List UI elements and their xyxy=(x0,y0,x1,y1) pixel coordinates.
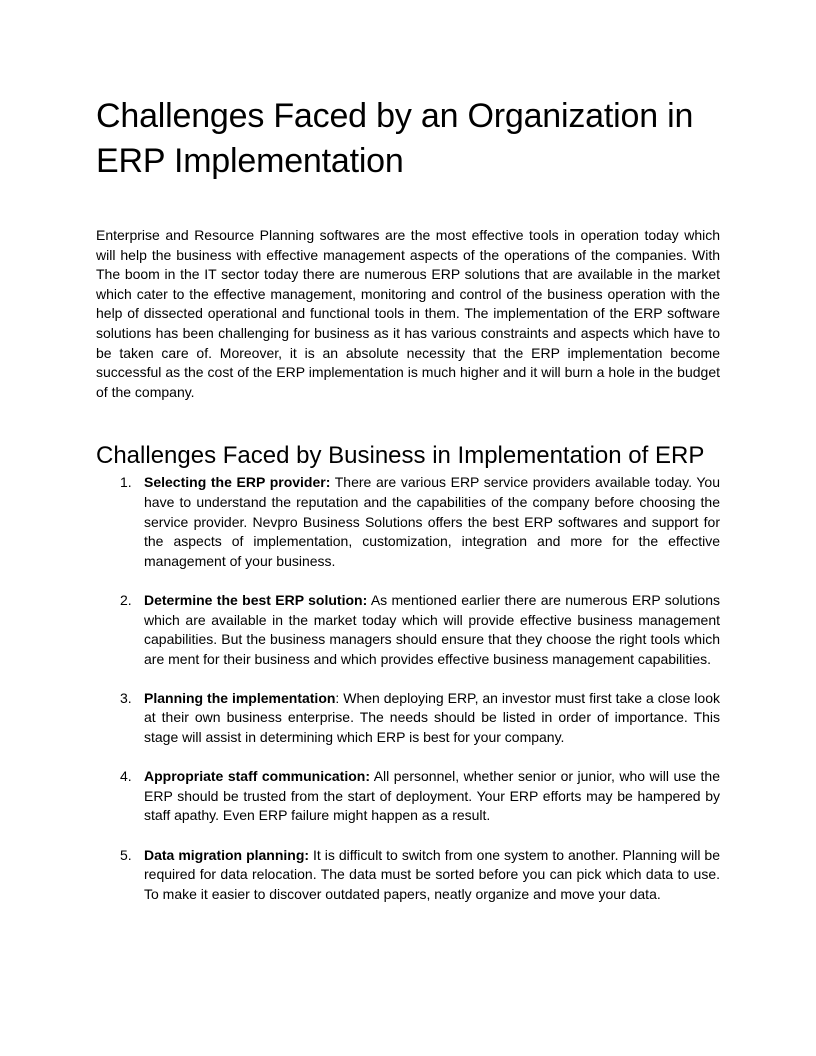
list-item-title: Data migration planning: xyxy=(144,846,310,863)
list-item xyxy=(96,767,720,826)
list-item xyxy=(96,473,720,571)
list-item-title: Appropriate staff communication: xyxy=(144,768,370,785)
list-item xyxy=(96,846,720,905)
list-item-text: : When deploying ERP, an investor must first take a close look at their own business enterprise. The needs should be listed in order of importance. This stage will assist in determining which ERP is best for your company. xyxy=(144,689,720,746)
list-item-number: 1. xyxy=(120,474,132,491)
section-heading: Challenges Faced by Business in Implementation of ERP xyxy=(96,442,705,470)
list-item-title: Determine the best ERP solution: xyxy=(144,591,368,608)
challenges-list xyxy=(96,473,720,904)
list-item xyxy=(96,689,720,748)
document-page xyxy=(96,94,720,924)
list-item-title: Planning the implementation xyxy=(144,689,336,706)
list-item-number: 2. xyxy=(120,591,132,608)
list-item-number: 5. xyxy=(120,846,132,863)
list-item-number: 4. xyxy=(120,768,132,785)
document-title: Challenges Faced by an Organization in ERP Implementation xyxy=(96,97,694,180)
list-item-title: Selecting the ERP provider: xyxy=(144,474,331,491)
list-item xyxy=(96,591,720,669)
list-item-text: There are various ERP service providers available today. You have to understand the reputation and the capabilities of the company before choosing the service provider. Nevpro Business Solutions offers the best ERP softwares and support for the aspects of implementation, customization, integration and more for the effective management of your business. xyxy=(144,474,720,569)
list-item-text: All personnel, whether senior or junior, who will use the ERP should be trusted from the start of deployment. Your ERP efforts may be hampered by staff apathy. Even ERP failure might happen as a result. xyxy=(144,768,720,824)
list-item-text: As mentioned earlier there are numerous ERP solutions which are available in the market today which will provide effective business management capabilities. But the business managers should ensure that they choose the right tools which are ment for their business and which provides effective business management capabilities. xyxy=(144,591,720,667)
list-item-text: It is difficult to switch from one system to another. Planning will be required for data relocation. The data must be sorted before you can pick which data to use. To make it easier to discover outdated papers, neatly organize and move your data. xyxy=(144,846,720,902)
intro-paragraph: Enterprise and Resource Planning softwares are the most effective tools in operation today which will help the business with effective management aspects of the operations of the companies. With The boom in the IT sector today there are numerous ERP solutions that are available in the market which cater to the effective management, monitoring and control of the business operation with the help of dissected operational and functional tools in them. The implementation of the ERP software solutions has been challenging for business as it has various constraints and aspects which have to be taken care of. Moreover, it is an absolute necessity that the ERP implementation become successful as the cost of the ERP implementation is much higher and it will burn a hole in the budget of the company. xyxy=(96,227,720,400)
list-item-number: 3. xyxy=(120,689,132,706)
